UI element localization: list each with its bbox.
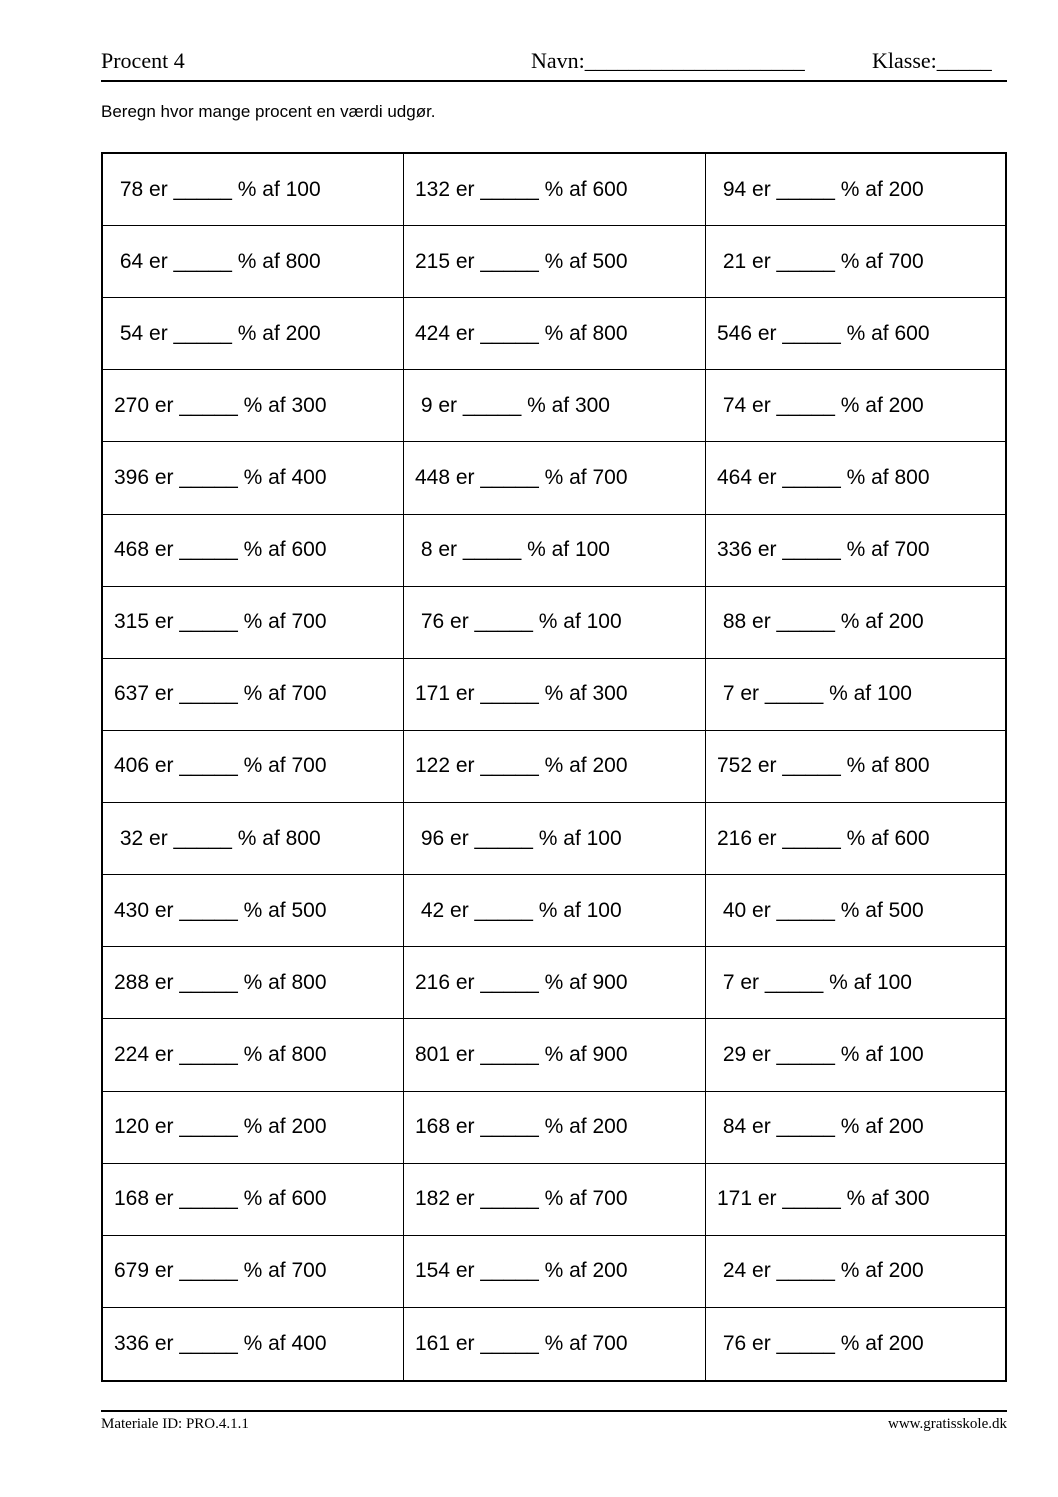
exercise-cell: 168 er _____ % af 200	[404, 1092, 706, 1164]
exercise-cell: 9 er _____ % af 300	[404, 370, 706, 442]
exercise-cell: 94 er _____ % af 200	[706, 154, 1005, 226]
exercise-cell: 78 er _____ % af 100	[103, 154, 404, 226]
header-divider	[101, 80, 1007, 82]
exercise-cell: 24 er _____ % af 200	[706, 1236, 1005, 1308]
website: www.gratisskole.dk	[887, 1416, 1007, 1432]
exercise-cell: 120 er _____ % af 200	[103, 1092, 404, 1164]
exercise-cell: 8 er _____ % af 100	[404, 515, 706, 587]
exercise-cell: 464 er _____ % af 800	[706, 442, 1005, 514]
exercise-cell: 64 er _____ % af 800	[103, 226, 404, 298]
footer-divider	[101, 1410, 1007, 1412]
exercise-cell: 76 er _____ % af 100	[404, 587, 706, 659]
exercise-cell: 84 er _____ % af 200	[706, 1092, 1005, 1164]
exercise-cell: 224 er _____ % af 800	[103, 1019, 404, 1091]
exercise-cell: 430 er _____ % af 500	[103, 875, 404, 947]
exercise-cell: 288 er _____ % af 800	[103, 947, 404, 1019]
exercise-cell: 32 er _____ % af 800	[103, 803, 404, 875]
exercise-cell: 171 er _____ % af 300	[404, 659, 706, 731]
exercise-cell: 216 er _____ % af 900	[404, 947, 706, 1019]
exercise-cell: 88 er _____ % af 200	[706, 587, 1005, 659]
exercise-cell: 96 er _____ % af 100	[404, 803, 706, 875]
exercise-cell: 54 er _____ % af 200	[103, 298, 404, 370]
exercise-cell: 396 er _____ % af 400	[103, 442, 404, 514]
exercise-cell: 216 er _____ % af 600	[706, 803, 1005, 875]
exercise-cell: 801 er _____ % af 900	[404, 1019, 706, 1091]
class-field: Klasse:_____	[872, 48, 992, 73]
exercise-cell: 315 er _____ % af 700	[103, 587, 404, 659]
exercise-cell: 752 er _____ % af 800	[706, 731, 1005, 803]
exercise-cell: 448 er _____ % af 700	[404, 442, 706, 514]
exercise-cell: 679 er _____ % af 700	[103, 1236, 404, 1308]
exercise-cell: 132 er _____ % af 600	[404, 154, 706, 226]
instructions: Beregn hvor mange procent en værdi udgør.	[101, 102, 436, 121]
exercise-cell: 74 er _____ % af 200	[706, 370, 1005, 442]
exercise-cell: 168 er _____ % af 600	[103, 1164, 404, 1236]
exercise-cell: 336 er _____ % af 400	[103, 1308, 404, 1380]
exercise-cell: 161 er _____ % af 700	[404, 1308, 706, 1380]
exercise-cell: 42 er _____ % af 100	[404, 875, 706, 947]
exercise-cell: 546 er _____ % af 600	[706, 298, 1005, 370]
exercise-cell: 7 er _____ % af 100	[706, 659, 1005, 731]
exercise-cell: 154 er _____ % af 200	[404, 1236, 706, 1308]
exercise-cell: 40 er _____ % af 500	[706, 875, 1005, 947]
name-field: Navn:____________________	[531, 48, 805, 73]
exercise-cell: 182 er _____ % af 700	[404, 1164, 706, 1236]
exercise-cell: 171 er _____ % af 300	[706, 1164, 1005, 1236]
exercise-cell: 29 er _____ % af 100	[706, 1019, 1005, 1091]
exercise-cell: 270 er _____ % af 300	[103, 370, 404, 442]
material-id: Materiale ID: PRO.4.1.1	[101, 1416, 249, 1432]
exercise-cell: 468 er _____ % af 600	[103, 515, 404, 587]
exercise-cell: 7 er _____ % af 100	[706, 947, 1005, 1019]
exercise-cell: 637 er _____ % af 700	[103, 659, 404, 731]
exercise-table	[101, 152, 1007, 1382]
exercise-cell: 406 er _____ % af 700	[103, 731, 404, 803]
worksheet-title: Procent 4	[101, 48, 185, 73]
exercise-cell: 76 er _____ % af 200	[717, 1331, 924, 1355]
exercise-cell: 21 er _____ % af 700	[706, 226, 1005, 298]
exercise-cell: 122 er _____ % af 200	[404, 731, 706, 803]
exercise-cell: 424 er _____ % af 800	[404, 298, 706, 370]
exercise-cell: 336 er _____ % af 700	[706, 515, 1005, 587]
exercise-cell: 215 er _____ % af 500	[404, 226, 706, 298]
